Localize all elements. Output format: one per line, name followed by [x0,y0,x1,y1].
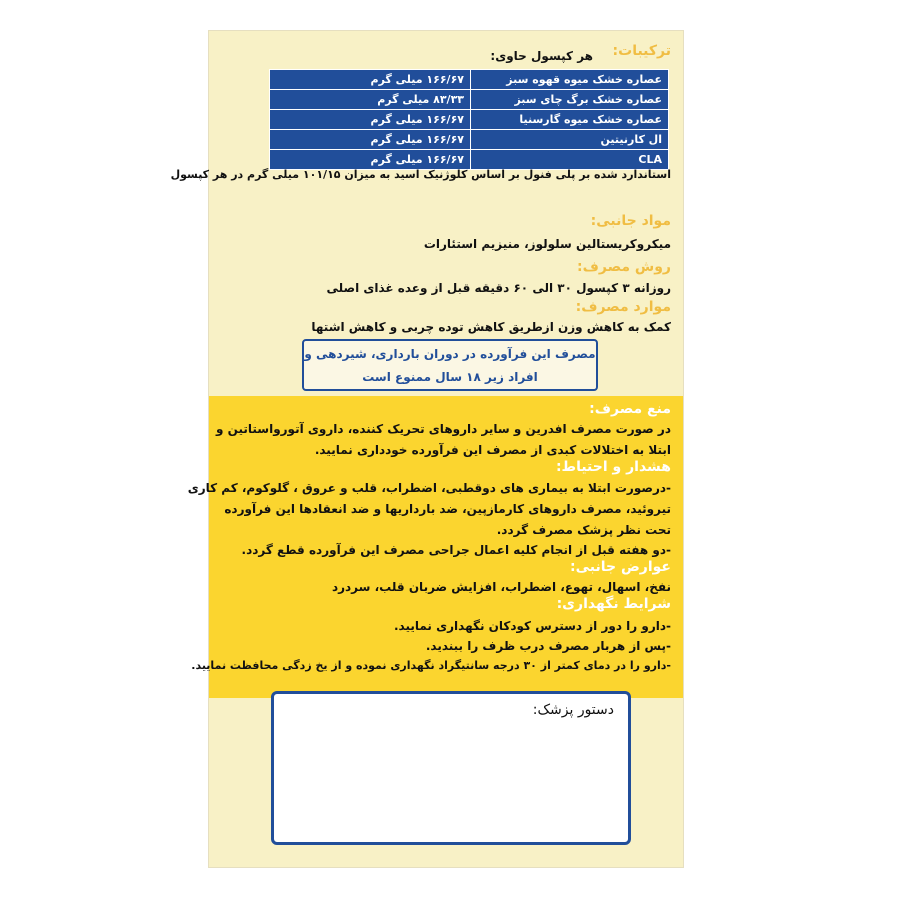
storage-line-3: -دارو را در دمای کمتر از ۳۰ درجه سانتیگراد نگهداری نموده و از یخ زدگی محافظت نمایید. [191,659,671,672]
ingredient-name: عصاره خشک میوه گارسنیا [471,110,669,130]
ingredient-row [270,130,669,150]
storage-heading: شرایط نگهداری: [556,596,671,612]
storage-line-2: -پس از هربار مصرف درب ظرف را ببندید. [425,639,671,653]
ingredient-row [270,150,669,170]
storage-line-1: -دارو را دور از دسترس کودکان نگهداری نمایید. [393,619,671,633]
ingredient-name: ال کارنیتین [471,130,669,150]
ingredient-dose: ۱۶۶/۶۷ میلی گرم [270,130,471,150]
side-effects-heading: عوارض جانبی: [570,559,671,575]
cautions-heading: هشدار و احتیاط: [555,459,671,475]
ingredient-row [270,90,669,110]
usage-text: روزانه ۳ کپسول ۳۰ الی ۶۰ دقیقه قبل از وعده غذای اصلی [326,281,671,295]
cautions-line-2: تیروئید، مصرف داروهای کارمازپین، ضد بارداریها و ضد انعقادها این فرآورده [224,502,671,516]
cautions-line-1: -درصورت ابتلا به بیماری های دوقطبی، اضطراب، قلب و عروق ، گلوکوم، کم کاری [187,481,671,495]
ingredients-table [269,69,669,170]
ingredients-intro: هر کپسول حاوی: [490,49,593,63]
standard-note: استاندارد شده بر پلی فنول بر اساس کلوژنیک اسید به میزان ۱۰۱/۱۵ میلی گرم در هر کپسول [170,168,671,181]
ingredient-row [270,110,669,130]
ingredients-heading: ترکیبات: [612,43,671,59]
usage-heading: روش مصرف: [577,259,671,275]
ingredient-dose: ۱۶۶/۶۷ میلی گرم [270,70,471,90]
contraindications-line-2: ابتلا به اختلالات کبدی از مصرف این فرآورده خودداری نمایید. [314,443,671,457]
ingredient-dose: ۸۳/۳۳ میلی گرم [270,90,471,110]
side-effects-text: نفخ، اسهال، تهوع، اضطراب، افزایش ضربان قلب، سردرد [331,580,671,594]
excipients-text: میکروکریستالین سلولوز، منیزیم استئارات [423,237,671,251]
excipients-heading: مواد جانبی: [590,213,671,229]
cautions-line-4: -دو هفته قبل از انجام کلیه اعمال جراحی مصرف این فرآورده قطع گردد. [241,543,671,557]
warning-line-1: مصرف این فرآورده در دوران بارداری، شیردهی و [304,347,596,361]
product-label-panel [170,30,684,868]
doctor-prescription-box[interactable] [271,691,631,845]
contraindications-line-1: در صورت مصرف افدرین و سایر داروهای تحریک کننده، داروی آتورواستاتین و [216,422,671,436]
warning-line-2: افراد زیر ۱۸ سال ممنوع است [362,370,538,384]
indications-text: کمک به کاهش وزن ازطریق کاهش توده چربی و کاهش اشتها [311,320,671,334]
ingredient-name: عصاره خشک میوه قهوه سبز [471,70,669,90]
ingredient-dose: ۱۶۶/۶۷ میلی گرم [270,150,471,170]
contraindications-heading: منع مصرف: [589,401,671,417]
ingredient-name: CLA [471,150,669,170]
prescription-label: دستور پزشک: [532,702,614,718]
cautions-line-3: تحت نظر پزشک مصرف گردد. [496,523,671,537]
ingredient-dose: ۱۶۶/۶۷ میلی گرم [270,110,471,130]
indications-heading: موارد مصرف: [575,299,671,315]
ingredient-row [270,70,669,90]
ingredient-name: عصاره خشک برگ چای سبز [471,90,669,110]
pregnancy-warning-box [302,339,598,391]
